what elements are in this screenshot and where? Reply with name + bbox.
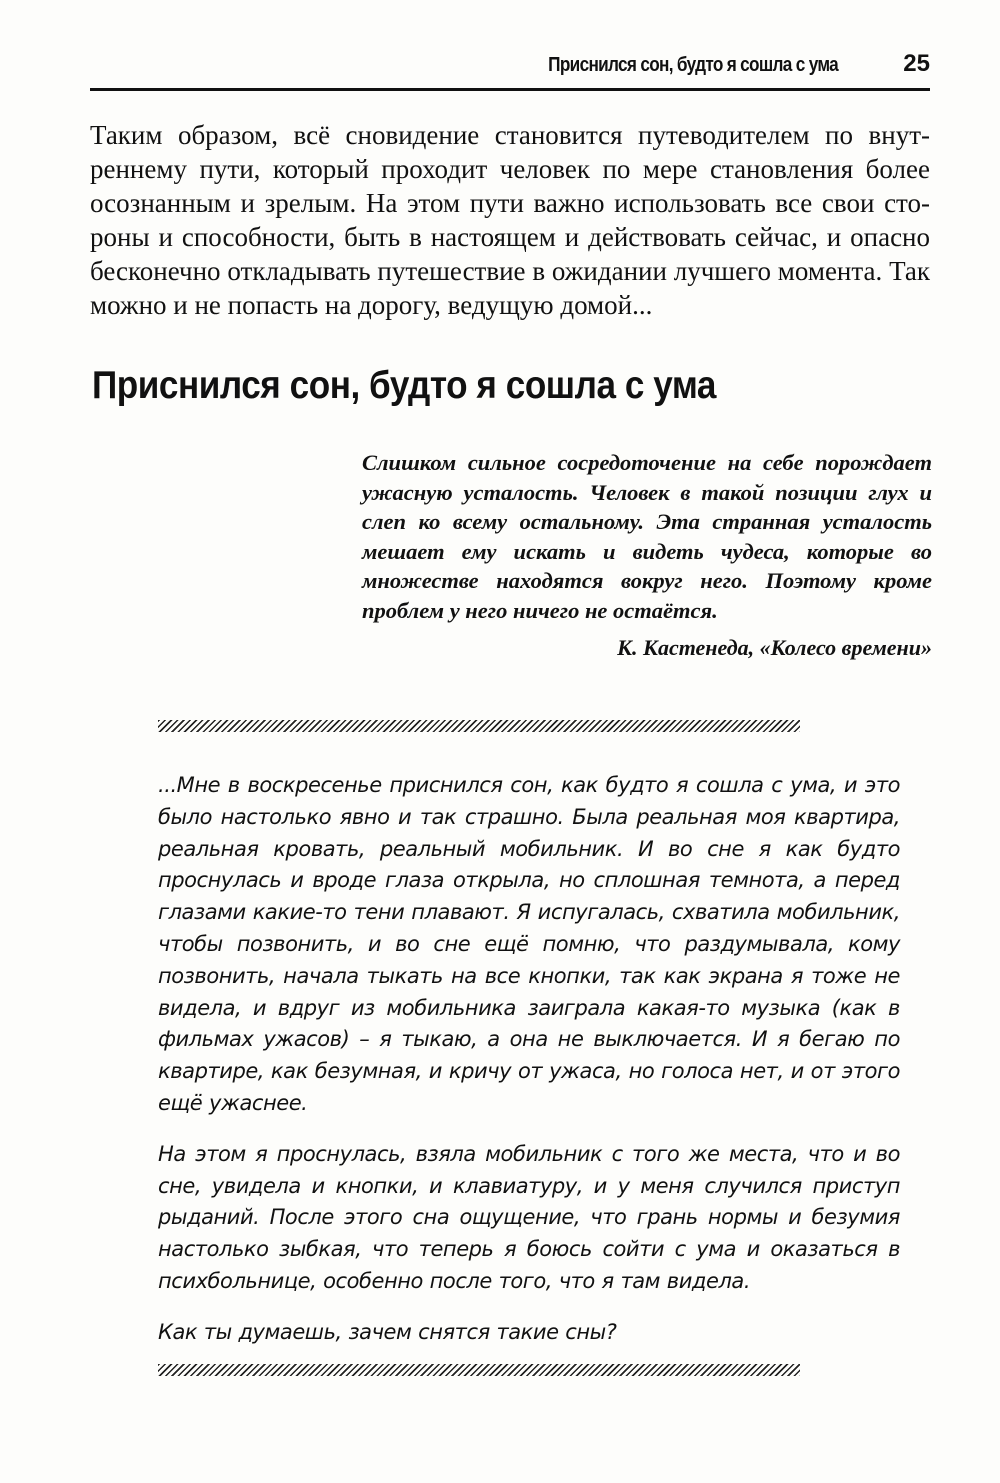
epigraph-attribution: К. Кастенеда, «Колесо времени»: [617, 635, 932, 660]
letter-paragraph-3: Как ты думаешь, зачем снятся такие сны?: [158, 1319, 617, 1344]
reader-letter: [158, 770, 900, 1368]
page-number: 25: [903, 50, 930, 77]
running-title: Приснился сон, будто я сошла с ума: [548, 54, 838, 76]
running-header: [90, 48, 930, 91]
hatched-divider-bottom: [158, 1364, 800, 1376]
epigraph-quote: Слишком сильное сосредоточение на себе порождает ужасную усталость. Человек в такой позиции глух и слеп ко всему остальному. Эта странная усталость мешает ему искать и видеть чудеса, которые во множестве находятся вокруг него. Поэтому кроме проблем у него ничего не остаётся.: [362, 450, 932, 623]
section-heading: Приснился сон, будто я сошла с ума: [92, 364, 716, 407]
epigraph: [362, 448, 932, 663]
letter-paragraph-1: ...Мне в воскресенье приснился сон, как будто я сошла с ума, и это было настолько явно и так страшно. Была реальная моя квартира, реальная кровать, реальный мобильник. И во сне я как будто проснулась и вроде глаза открыла, но сплошная темнота, а перед глазами какие-то тени плавают. Я испугалась, схватила мобильник, чтобы позвонить, и во сне ещё помню, что раздумывала, кому позвонить, начала тыкать на все кнопки, так как экрана я тоже не видела, и вдруг из мобильника заиграла какая-то музыка (как в фильмах ужасов) – я тыкаю, а она не выключается. И я бегаю по квартире, как безумная, и кричу от ужаса, но голоса нет, и от этого ещё ужаснее.: [158, 773, 900, 1115]
hatched-divider-top: [158, 720, 800, 732]
intro-paragraph: Таким образом, всё сновидение становится путеводителем по внутреннему пути, который проходит человек по мере становления более осознанным и зрелым. На этом пути важно использовать все свои стороны и способности, быть в настоящем и действовать сейчас, и опасно бесконечно откладывать путешествие в ожидании лучшего момента. Так можно и не попасть на дорогу, ведущую домой...: [90, 120, 930, 320]
letter-paragraph-2: На этом я проснулась, взяла мобильник с того же места, что и во сне, увидела и кнопки, и клавиатуру, и у меня случился приступ рыданий. После этого сна ощущение, что грань нормы и безумия настолько зыбкая, что теперь я боюсь сойти с ума и оказаться в психбольнице, особенно после того, что я там видела.: [158, 1141, 900, 1293]
